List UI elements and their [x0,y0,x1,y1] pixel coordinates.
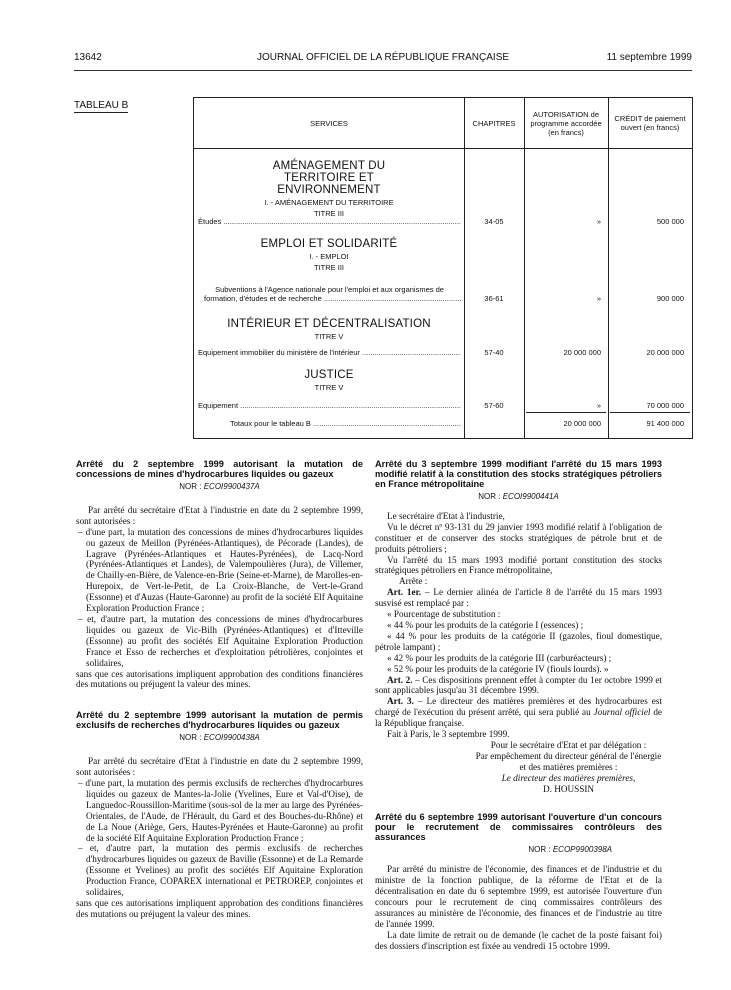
total-row [230,419,461,428]
row-credit: 20 000 000 [646,348,684,357]
section-title: EMPLOI ET SOLIDARITÉ [260,238,398,250]
row-autorisation: » [596,401,601,410]
table-row [198,401,461,410]
row-chapitre: 57-40 [484,348,504,357]
article-label: Art. 1er. [387,587,422,598]
section-title: JUSTICE [304,369,354,381]
nor-label: NOR : [478,492,501,501]
subtotal-rule [526,412,606,413]
total-label: Totaux pour le tableau B ..... [230,419,461,428]
quote-line: « 44 % pour les produits de la catégorie I (essences) ; [387,619,584,630]
paragraph [375,587,662,609]
arrete-title: Arrêté du 3 septembre 1999 modifiant l'arrêté du 15 mars 1993 modifié relatif à la constitution des stocks stratégiques pétroliers en France métropolitaine [375,459,662,489]
nor-code: ECOP9900398A [552,845,612,855]
nor-label: NOR : [179,733,202,743]
row-label: Études ..... [198,217,461,226]
signature-line: Pour le secrétaire d'Etat et par délégation : [490,739,647,750]
journal-name: Journal officiel [593,707,651,718]
row-label: Equipement ..... [198,401,461,410]
row-chapitre: 57-60 [484,401,504,410]
paragraph [375,696,662,729]
issue-date: 11 septembre 1999 [606,52,692,63]
nor-code: ECOI9900437A [203,482,260,491]
col-header-credit: CRÉDIT de paiement ouvert (en francs) [614,114,686,132]
paragraph: – et, d'autre part, la mutation des concessions de mines d'hydrocarbures liquides ou gazeux de Vic-Bilh (Pyrénées-Atlantiques) et d'Itteville (Essonne) au profit des sociétés Elf Aquitaine Exploration Production France et Esso de recherches et d'exploitation pétrolières, conjointes et solidaires, [78,613,363,668]
col-header-services: SERVICES [310,118,348,128]
row-label: formation, d'études et de recherche ..... [198,294,461,303]
nor-code: ECOI9900438A [203,733,260,743]
paragraph: sans que ces autorisations impliquent approbation des conditions financières des mutations ou préjugent la valeur des mines. [76,668,363,690]
paragraph: – d'une part, la mutation des concessions de mines d'hydrocarbures liquides ou gazeux de Meillon (Pyrénées-Atlantiques), de Pécorade (Landes), de Lagrave (Pyrénées-Atlantiques et Hautes-Pyrénées), de Lacq-Nord (Pyrénées-Atlantiques et Landes), de Valempoulières (Jura), de Villemer, de Chailly-en-Bière, de Valence-en-Brie (Seine-et-Marne), de Marolles-en-Hurepoix, de Vert-le-Petit, de La Croix-Blanche, de Vert-le-Grand (Essonne) et d'Auzas (Haute-Garonne) au profit de la société Elf Aquitaine Exploration Production France ; [78,526,363,614]
left-column [76,459,363,920]
section-sub: I. - EMPLOI [309,252,349,261]
table-row [198,285,461,303]
paragraph: Par arrêté du ministre de l'économie, des finances et de l'industrie et du ministre de la fonction publique, de la réforme de l'Etat et de la décentralisation en date du 6 septembre 1999, est autorisée l'ouverture d'un concours pour le recrutement de cinq commissaires contrôleurs des assurances au ministère de l'économie, des finances et de l'industrie au titre de l'année 1999. [375,864,662,929]
paragraph: Fait à Paris, le 3 septembre 1999. [387,729,510,740]
nor-label: NOR : [179,482,202,491]
signature-block [375,740,662,795]
arrete-title: Arrêté du 2 septembre 1999 autorisant la mutation de permis exclusifs de recherches d'hydrocarbures liquides ou gazeux [76,710,363,731]
quote-line: « 52 % pour les produits de la catégorie IV (fiouls lourds). » [387,663,609,674]
row-autorisation: » [596,217,601,226]
section-justice [194,369,464,392]
row-chapitre: 34-05 [484,217,504,226]
nor-line [375,492,662,503]
paragraph [375,675,662,697]
paragraph: Par arrêté du secrétaire d'Etat à l'industrie en date du 2 septembre 1999, sont autorisées : [76,756,363,778]
quote-line: « 42 % pour les produits de la catégorie III (carburéacteurs) ; [387,652,612,663]
article-label: Art. 2. [387,674,413,685]
row-autorisation: 20 000 000 [563,348,601,357]
section-emploi [194,238,464,272]
paragraph: Vu l'arrêté du 15 mars 1993 modifié portant constitution des stocks stratégiques pétroliers en France métropolitaine, [375,554,662,576]
total-credit: 91 400 000 [646,419,684,428]
paragraph: Vu le décret nº 93-131 du 29 janvier 1993 modifié relatif à l'obligation de constituer et de conserver des stocks stratégiques de pétrole brut et de produits pétroliers ; [375,521,662,554]
subtotal-rule [610,412,690,413]
arrete-title: Arrêté du 6 septembre 1999 autorisant l'ouverture d'un concours pour le recrutement de commissaires contrôleurs des assurances [375,812,662,843]
table-label: TABLEAU B [74,100,129,111]
arrete-title: Arrêté du 2 septembre 1999 autorisant la mutation de concessions de mines d'hydrocarbures liquides ou gazeux [76,459,363,479]
table-row [198,348,461,357]
table-row [198,217,461,226]
row-credit: 900 000 [656,294,684,303]
nor-code: ECOI9900441A [502,492,559,501]
article-text: – Ces dispositions prennent effet à compter du 1er octobre 1999 et sont applicables jusqu'au 31 décembre 1999. [375,674,662,696]
article-text: – Le directeur des matières premières et des hydrocarbures est chargé de l'exécution du présent arrêté, qui sera publié au [375,696,662,718]
signature-line: Par empêchement du directeur général de l'énergie et des matières premières : [475,750,662,772]
row-credit: 70 000 000 [646,401,684,410]
column-divider [608,98,609,438]
budget-table [193,97,693,439]
quote-line: « Pourcentage de substitution : [387,609,501,620]
row-chapitre: 36-61 [484,294,504,303]
section-sub: I. - AMÉNAGEMENT DU TERRITOIRE [264,198,394,207]
article-text: de la République française. [375,707,663,729]
header-rule [74,70,692,71]
paragraph: La date limite de retrait ou de demande (le cachet de la poste faisant foi) des dossiers d'inscription est fixée au vendredi 15 octobre 1999. [375,929,662,951]
paragraph: – et, d'autre part, la mutation des permis exclusifs de recherches d'hydrocarbures liquides ou gazeux de Baville (Essonne) et de La Remarde (Essonne et Yvelines) au profit des sociétés Elf Aquitaine Exploration Production France, COPAREX international et PETROREP, conjointes et solidaires, [78,843,363,898]
paragraph: Arrête : [399,576,428,587]
signatory-name: D. HOUSSIN [542,783,595,794]
right-column [375,459,662,952]
article-label: Art. 3. [387,696,414,707]
row-credit: 500 000 [656,217,684,226]
page-number: 13642 [74,52,102,63]
quote-line: « 44 % pour les produits de la catégorie II (gazoles, fioul domestique, pétrole lampant) ; [375,630,662,652]
nor-line [375,845,662,856]
paragraph: – d'une part, la mutation des permis exclusifs de recherches d'hydrocarbures liquides ou gazeux de Mantes-la-Jolie (Yvelines, Eure et Val-d'Oise), de Languedoc-Roussillon-Maritime (sous-sol de la mer au large des Pyrénées-Orientales, de l'Aude, de l'Hérault, du Gard et des Bouches-du-Rhône) et de La Noue (Ariège, Gers, Hautes-Pyrénées et Haute-Garonne) au profit de la société Elf Aquitaine Exploration Production France ; [78,778,363,843]
header-rule [194,148,692,149]
row-label: Equipement immobilier du ministère de l'intérieur ..... [198,348,461,357]
paragraph: Par arrêté du secrétaire d'Etat à l'industrie en date du 2 septembre 1999, sont autorisées : [76,504,363,526]
nor-label: NOR : [528,845,551,855]
column-divider [524,98,525,438]
col-header-autorisation: AUTORISATION de programme accordée (en francs) [530,109,602,137]
nor-line [76,733,363,744]
nor-line [76,482,363,493]
section-titre: TITRE III [314,209,344,218]
section-title: AMÉNAGEMENT DU TERRITOIRE ET ENVIRONNEMENT [272,160,386,196]
paragraph: sans que ces autorisations impliquent approbation des conditions financières des mutations ou préjugent la valeur des mines. [76,898,363,919]
signature-line: Le directeur des matières premières, [501,772,636,783]
article-text: – Le dernier alinéa de l'article 8 de l'arrêté du 15 mars 1993 susvisé est remplacé par : [375,587,662,609]
section-title: INTÉRIEUR ET DÉCENTRALISATION [227,318,431,330]
total-autorisation: 20 000 000 [563,419,601,428]
column-divider [464,98,465,438]
row-label: Subventions à l'Agence nationale pour l'emploi et aux organismes de [215,285,444,294]
journal-title: JOURNAL OFFICIEL DE LA RÉPUBLIQUE FRANÇAISE [256,52,510,63]
row-autorisation: » [596,294,601,303]
section-titre: TITRE V [314,332,344,341]
section-titre: TITRE III [314,263,344,272]
section-titre: TITRE V [314,383,344,392]
section-interieur [194,318,464,341]
paragraph: Le secrétaire d'Etat à l'industrie, [387,510,505,521]
section-amenagement [194,160,464,218]
col-header-chapitres: CHAPITRES [472,118,516,128]
